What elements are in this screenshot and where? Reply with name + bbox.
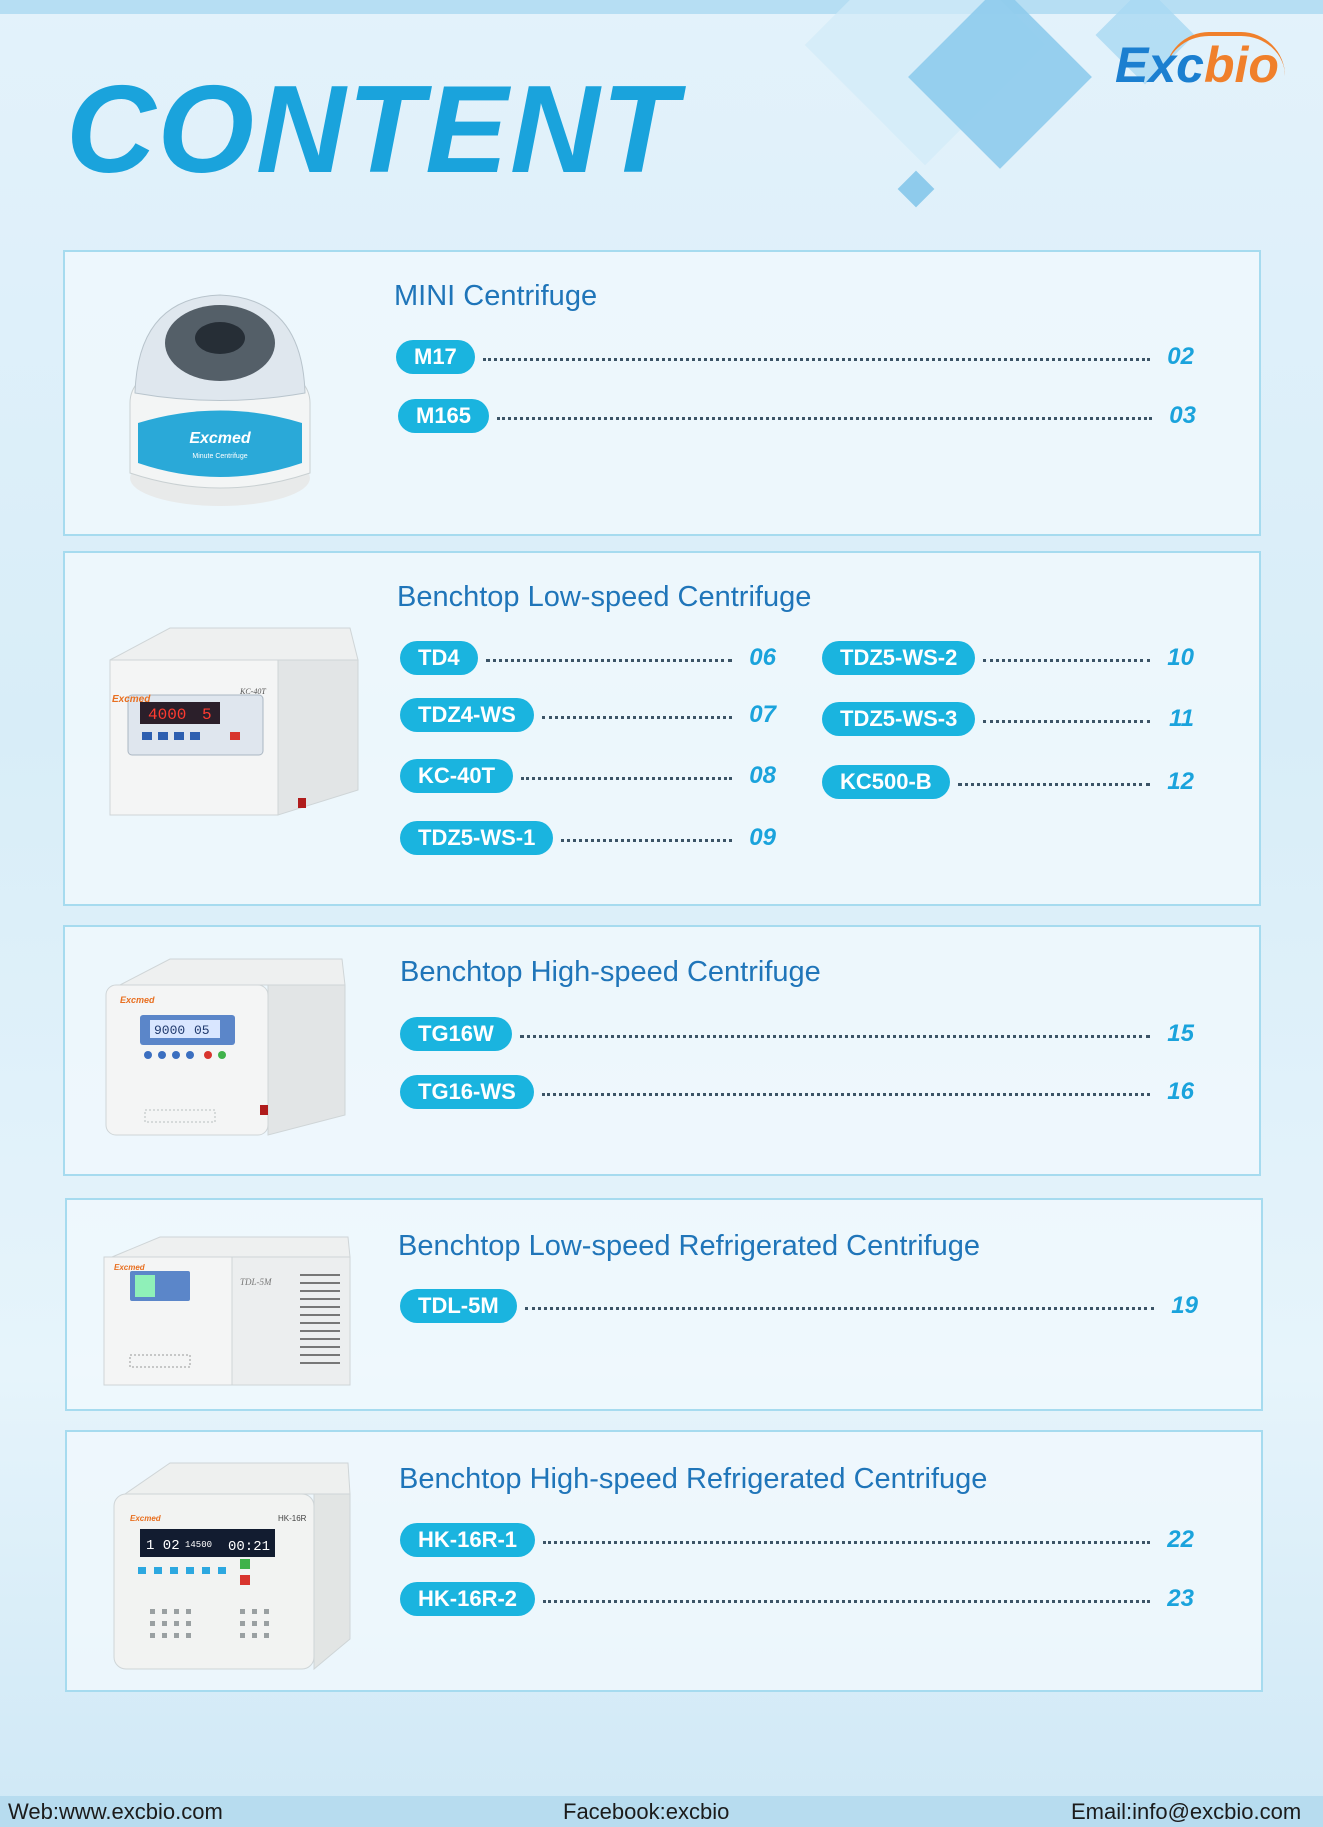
model-pill: M17 — [396, 340, 475, 374]
footer-website-link[interactable]: Web:www.excbio.com — [8, 1799, 223, 1824]
leader-dots — [543, 1600, 1150, 1603]
image-display2-label: 05 — [194, 1023, 210, 1038]
leader-dots — [542, 1093, 1150, 1096]
toc-entry[interactable] — [822, 765, 1194, 799]
page-number: 06 — [749, 644, 776, 671]
image-brand-label: Excmed — [120, 995, 155, 1005]
benchtop-low-speed-refrigerated-centrifuge-image — [100, 1235, 355, 1390]
model-pill: KC-40T — [400, 759, 513, 793]
logo-text-part1: Exc — [1115, 37, 1204, 93]
toc-entry[interactable] — [398, 399, 1196, 433]
page-number: 03 — [1169, 402, 1196, 429]
image-model-label: KC-40T — [240, 687, 266, 696]
image-display-label: 1 02 — [146, 1538, 180, 1554]
page-number: 07 — [749, 701, 776, 728]
page-title: CONTENT — [66, 61, 680, 199]
image-brand-label: Excmed — [189, 430, 251, 447]
toc-entry[interactable] — [400, 1017, 1194, 1051]
page-number: 12 — [1167, 768, 1194, 795]
model-pill: TDZ4-WS — [400, 698, 534, 732]
image-display-label: 4000 — [148, 706, 187, 724]
page-number: 23 — [1167, 1585, 1194, 1612]
model-pill: HK-16R-2 — [400, 1582, 535, 1616]
page-number: 11 — [1169, 705, 1194, 732]
section-title: Benchtop Low-speed Centrifuge — [397, 581, 812, 613]
model-pill: TDL-5M — [400, 1289, 517, 1323]
toc-entry[interactable] — [400, 698, 776, 732]
toc-entry[interactable] — [400, 1582, 1194, 1616]
model-pill: TDZ5-WS-3 — [822, 702, 975, 736]
section-title: MINI Centrifuge — [394, 280, 598, 312]
image-display2-label: 14500 — [185, 1540, 213, 1550]
toc-entry[interactable] — [400, 759, 776, 793]
leader-dots — [561, 839, 732, 842]
leader-dots — [520, 1035, 1150, 1038]
model-pill: TDZ5-WS-1 — [400, 821, 553, 855]
model-pill: M165 — [398, 399, 489, 433]
model-pill: TDZ5-WS-2 — [822, 641, 975, 675]
toc-entry[interactable] — [822, 702, 1194, 736]
footer-facebook-link[interactable]: Facebook:excbio — [563, 1799, 730, 1824]
page-number: 19 — [1171, 1292, 1198, 1319]
toc-entry[interactable] — [400, 1523, 1194, 1557]
section-title: Benchtop High-speed Centrifuge — [400, 956, 821, 988]
page-number: 15 — [1167, 1020, 1194, 1047]
toc-entry[interactable] — [822, 641, 1194, 675]
toc-entry[interactable] — [400, 641, 776, 675]
toc-entry[interactable] — [400, 821, 776, 855]
image-model-label: TDL-5M — [240, 1277, 272, 1287]
leader-dots — [542, 716, 732, 719]
model-pill: TG16W — [400, 1017, 512, 1051]
benchtop-high-speed-refrigerated-centrifuge-image — [110, 1459, 360, 1674]
image-display2-label: 5 — [202, 706, 212, 724]
toc-entry[interactable] — [400, 1075, 1194, 1109]
page-number: 16 — [1167, 1078, 1194, 1105]
image-display-label: 9000 — [154, 1023, 186, 1038]
page-number: 08 — [749, 762, 776, 789]
section-title: Benchtop Low-speed Refrigerated Centrifuge — [398, 1230, 980, 1262]
logo-text-part2: bio — [1203, 37, 1279, 93]
logo-text — [1115, 37, 1279, 93]
page-number: 22 — [1167, 1526, 1194, 1553]
leader-dots — [543, 1541, 1150, 1544]
model-pill: HK-16R-1 — [400, 1523, 535, 1557]
leader-dots — [521, 777, 732, 780]
decor-diamond — [898, 171, 935, 208]
model-pill: KC500-B — [822, 765, 950, 799]
model-pill: TD4 — [400, 641, 478, 675]
image-model-label: HK-16R — [278, 1514, 307, 1523]
section-title: Benchtop High-speed Refrigerated Centrifuge — [399, 1463, 988, 1495]
leader-dots — [525, 1307, 1154, 1310]
leader-dots — [983, 720, 1150, 723]
image-brand-label: Excmed — [112, 694, 151, 705]
toc-entry[interactable] — [396, 340, 1194, 374]
footer-email-link[interactable]: Email:info@excbio.com — [1071, 1799, 1302, 1824]
leader-dots — [483, 358, 1150, 361]
leader-dots — [486, 659, 732, 662]
leader-dots — [983, 659, 1150, 662]
page-number: 10 — [1167, 644, 1194, 671]
excbio-logo[interactable] — [1115, 32, 1295, 102]
mini-centrifuge-image — [120, 283, 320, 513]
image-display3-label: 00:21 — [228, 1539, 271, 1555]
benchtop-high-speed-centrifuge-image — [100, 955, 355, 1155]
model-pill: TG16-WS — [400, 1075, 534, 1109]
page-number: 02 — [1167, 343, 1194, 370]
page-number: 09 — [749, 824, 776, 851]
toc-entry[interactable] — [400, 1289, 1198, 1323]
image-subtitle-label: Minute Centrifuge — [192, 453, 248, 460]
leader-dots — [958, 783, 1150, 786]
image-brand-label: Excmed — [130, 1514, 161, 1523]
benchtop-low-speed-centrifuge-image — [100, 620, 365, 830]
image-brand-label: Excmed — [114, 1263, 145, 1272]
leader-dots — [497, 417, 1152, 420]
